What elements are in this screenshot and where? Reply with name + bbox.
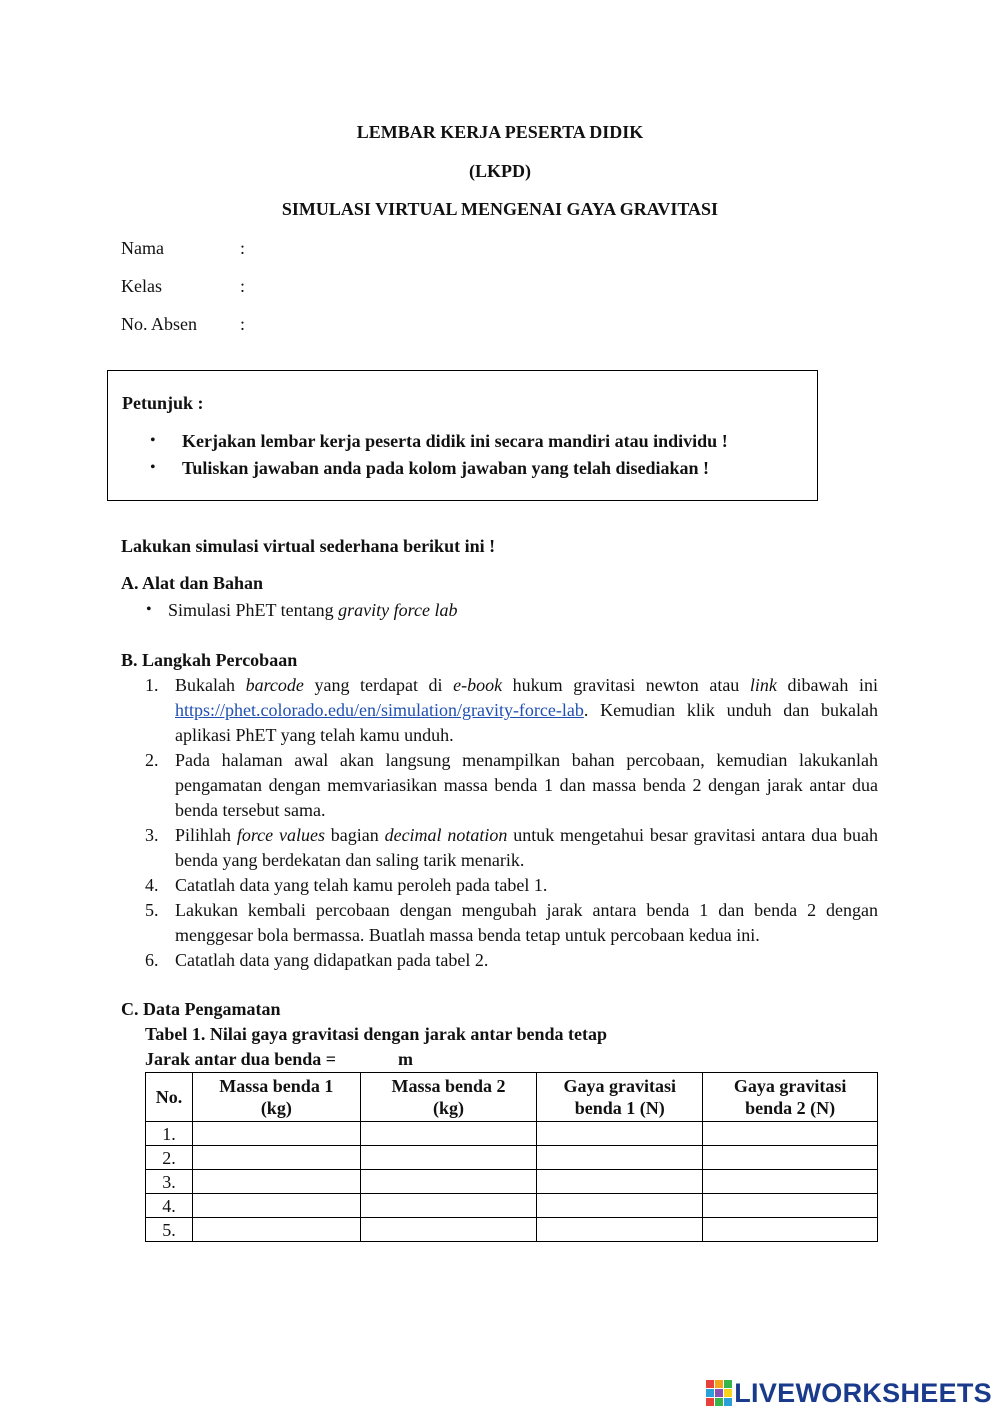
list-item bbox=[145, 873, 878, 898]
table-row bbox=[146, 1194, 878, 1218]
header-text: Massa benda 1 bbox=[219, 1076, 334, 1096]
list-item bbox=[145, 948, 878, 973]
logo-square bbox=[706, 1389, 714, 1397]
answer-cell[interactable] bbox=[703, 1146, 878, 1170]
answer-cell[interactable] bbox=[360, 1146, 537, 1170]
materials-item-text: Simulasi PhET tentang bbox=[168, 600, 339, 620]
logo-square bbox=[715, 1389, 723, 1397]
answer-cell[interactable] bbox=[537, 1122, 703, 1146]
logo-text: LIVEWORKSHEETS bbox=[734, 1377, 992, 1408]
answer-cell[interactable] bbox=[360, 1170, 537, 1194]
row-number: 1. bbox=[146, 1122, 193, 1146]
logo-mark-icon bbox=[706, 1380, 732, 1406]
section-b-heading: B. Langkah Percobaan bbox=[121, 650, 298, 670]
steps-list bbox=[145, 673, 878, 973]
step-number: 3. bbox=[145, 825, 159, 845]
logo-square bbox=[715, 1380, 723, 1388]
instruction-item: Tuliskan jawaban anda pada kolom jawaban yang telah disediakan ! bbox=[182, 458, 710, 478]
header-text: No. bbox=[155, 1087, 183, 1107]
absence-number-colon: : bbox=[240, 314, 246, 334]
step-text: untuk mengetahui besar gravitasi antara dua buah benda yang berdekatan dan saling tarik menarik. bbox=[175, 825, 878, 870]
phet-link[interactable]: https://phet.colorado.edu/en/simulation/gravity-force-lab bbox=[175, 700, 584, 720]
name-colon: : bbox=[240, 238, 246, 258]
answer-cell[interactable] bbox=[703, 1170, 878, 1194]
step-text: Pada halaman awal akan langsung menampilkan bahan percobaan, kemudian lakukanlah pengamatan dengan memvariasikan massa benda 1 dan massa benda 2 dengan jarak antar dua benda tersebut sama. bbox=[175, 750, 878, 820]
step-text: Catatlah data yang telah kamu peroleh pada tabel 1. bbox=[175, 875, 548, 895]
liveworksheets-logo[interactable] bbox=[706, 1377, 992, 1409]
list-item bbox=[145, 823, 878, 873]
logo-square bbox=[706, 1380, 714, 1388]
table-row bbox=[146, 1122, 878, 1146]
step-number: 1. bbox=[145, 675, 159, 695]
table-row bbox=[146, 1218, 878, 1242]
step-text: dibawah ini bbox=[776, 675, 878, 695]
answer-cell[interactable] bbox=[192, 1170, 360, 1194]
instructions-box bbox=[107, 370, 818, 501]
logo-square bbox=[724, 1389, 732, 1397]
answer-cell[interactable] bbox=[360, 1218, 537, 1242]
header-force-1 bbox=[537, 1073, 703, 1122]
bullet-icon: • bbox=[150, 459, 156, 476]
step-text: bagian bbox=[324, 825, 385, 845]
logo-square bbox=[715, 1398, 723, 1406]
header-text: Gaya gravitasi bbox=[563, 1076, 677, 1096]
answer-cell[interactable] bbox=[537, 1218, 703, 1242]
answer-cell[interactable] bbox=[192, 1146, 360, 1170]
logo-square bbox=[724, 1398, 732, 1406]
answer-cell[interactable] bbox=[703, 1122, 878, 1146]
header-text: Massa benda 2 bbox=[391, 1076, 506, 1096]
row-number: 2. bbox=[146, 1146, 193, 1170]
step-number: 2. bbox=[145, 750, 159, 770]
step-text: yang terdapat di bbox=[303, 675, 454, 695]
answer-cell[interactable] bbox=[360, 1194, 537, 1218]
header-text: benda 2 (N) bbox=[745, 1098, 836, 1118]
header-no bbox=[146, 1073, 193, 1122]
name-label: Nama bbox=[121, 238, 164, 258]
step-italic: link bbox=[749, 675, 777, 695]
table-row bbox=[146, 1170, 878, 1194]
instruction-item: Kerjakan lembar kerja peserta didik ini secara mandiri atau individu ! bbox=[182, 431, 728, 451]
row-number: 4. bbox=[146, 1194, 193, 1218]
answer-cell[interactable] bbox=[703, 1194, 878, 1218]
table-row bbox=[146, 1146, 878, 1170]
list-item bbox=[145, 898, 878, 948]
list-item bbox=[145, 748, 878, 823]
step-number: 6. bbox=[145, 950, 159, 970]
step-text: hukum gravitasi newton atau bbox=[502, 675, 750, 695]
step-number: 4. bbox=[145, 875, 159, 895]
answer-cell[interactable] bbox=[537, 1170, 703, 1194]
step-italic: decimal notation bbox=[384, 825, 508, 845]
row-number: 5. bbox=[146, 1218, 193, 1242]
section-a-heading: A. Alat dan Bahan bbox=[121, 573, 264, 593]
header-mass-1 bbox=[192, 1073, 360, 1122]
header-text: benda 1 (N) bbox=[574, 1098, 665, 1118]
step-text: Lakukan kembali percobaan dengan mengubah jarak antara benda 1 dan benda 2 dengan menggesar bola bermassa. Buatlah massa benda tetap untuk percobaan kedua ini. bbox=[175, 900, 878, 945]
header-mass-2 bbox=[360, 1073, 537, 1122]
step-text: Bukalah bbox=[175, 675, 246, 695]
header-text: (kg) bbox=[260, 1098, 292, 1118]
step-number: 5. bbox=[145, 900, 159, 920]
section-c-heading: C. Data Pengamatan bbox=[121, 999, 281, 1019]
distance-unit: m bbox=[398, 1049, 413, 1069]
class-colon: : bbox=[240, 276, 246, 296]
list-item bbox=[145, 673, 878, 748]
intro-text: Lakukan simulasi virtual sederhana berikut ini ! bbox=[121, 536, 496, 556]
materials-item bbox=[168, 598, 457, 623]
step-italic: barcode bbox=[245, 675, 304, 695]
title-line-3: SIMULASI VIRTUAL MENGENAI GAYA GRAVITASI bbox=[281, 199, 719, 219]
step-italic: e-book bbox=[453, 675, 503, 695]
header-text: Gaya gravitasi bbox=[733, 1076, 847, 1096]
step-text: Catatlah data yang didapatkan pada tabel 2. bbox=[175, 950, 489, 970]
row-number: 3. bbox=[146, 1170, 193, 1194]
table-caption: Tabel 1. Nilai gaya gravitasi dengan jarak antar benda tetap bbox=[145, 1024, 608, 1044]
answer-cell[interactable] bbox=[537, 1194, 703, 1218]
title-line-2: (LKPD) bbox=[469, 161, 531, 181]
answer-cell[interactable] bbox=[537, 1146, 703, 1170]
instructions-title: Petunjuk : bbox=[122, 393, 204, 413]
step-text: Pilihlah bbox=[175, 825, 237, 845]
logo-square bbox=[706, 1398, 714, 1406]
distance-label: Jarak antar dua benda = bbox=[145, 1049, 336, 1069]
bullet-icon: • bbox=[146, 601, 152, 618]
answer-cell[interactable] bbox=[192, 1194, 360, 1218]
answer-cell[interactable] bbox=[703, 1218, 878, 1242]
observation-table bbox=[145, 1072, 878, 1242]
bullet-icon: • bbox=[150, 432, 156, 449]
step-italic: force values bbox=[236, 825, 325, 845]
step-text: . Kemudian klik unduh dan bukalah aplikasi PhET yang telah kamu unduh. bbox=[175, 700, 878, 745]
class-label: Kelas bbox=[121, 276, 162, 296]
title-line-1: LEMBAR KERJA PESERTA DIDIK bbox=[356, 122, 644, 142]
absence-number-label: No. Absen bbox=[121, 314, 197, 334]
table-header-row bbox=[146, 1073, 878, 1122]
logo-square bbox=[724, 1380, 732, 1388]
materials-item-italic: gravity force lab bbox=[338, 600, 458, 620]
answer-cell[interactable] bbox=[192, 1122, 360, 1146]
header-text: (kg) bbox=[433, 1098, 465, 1118]
answer-cell[interactable] bbox=[192, 1218, 360, 1242]
header-force-2 bbox=[703, 1073, 878, 1122]
answer-cell[interactable] bbox=[360, 1122, 537, 1146]
